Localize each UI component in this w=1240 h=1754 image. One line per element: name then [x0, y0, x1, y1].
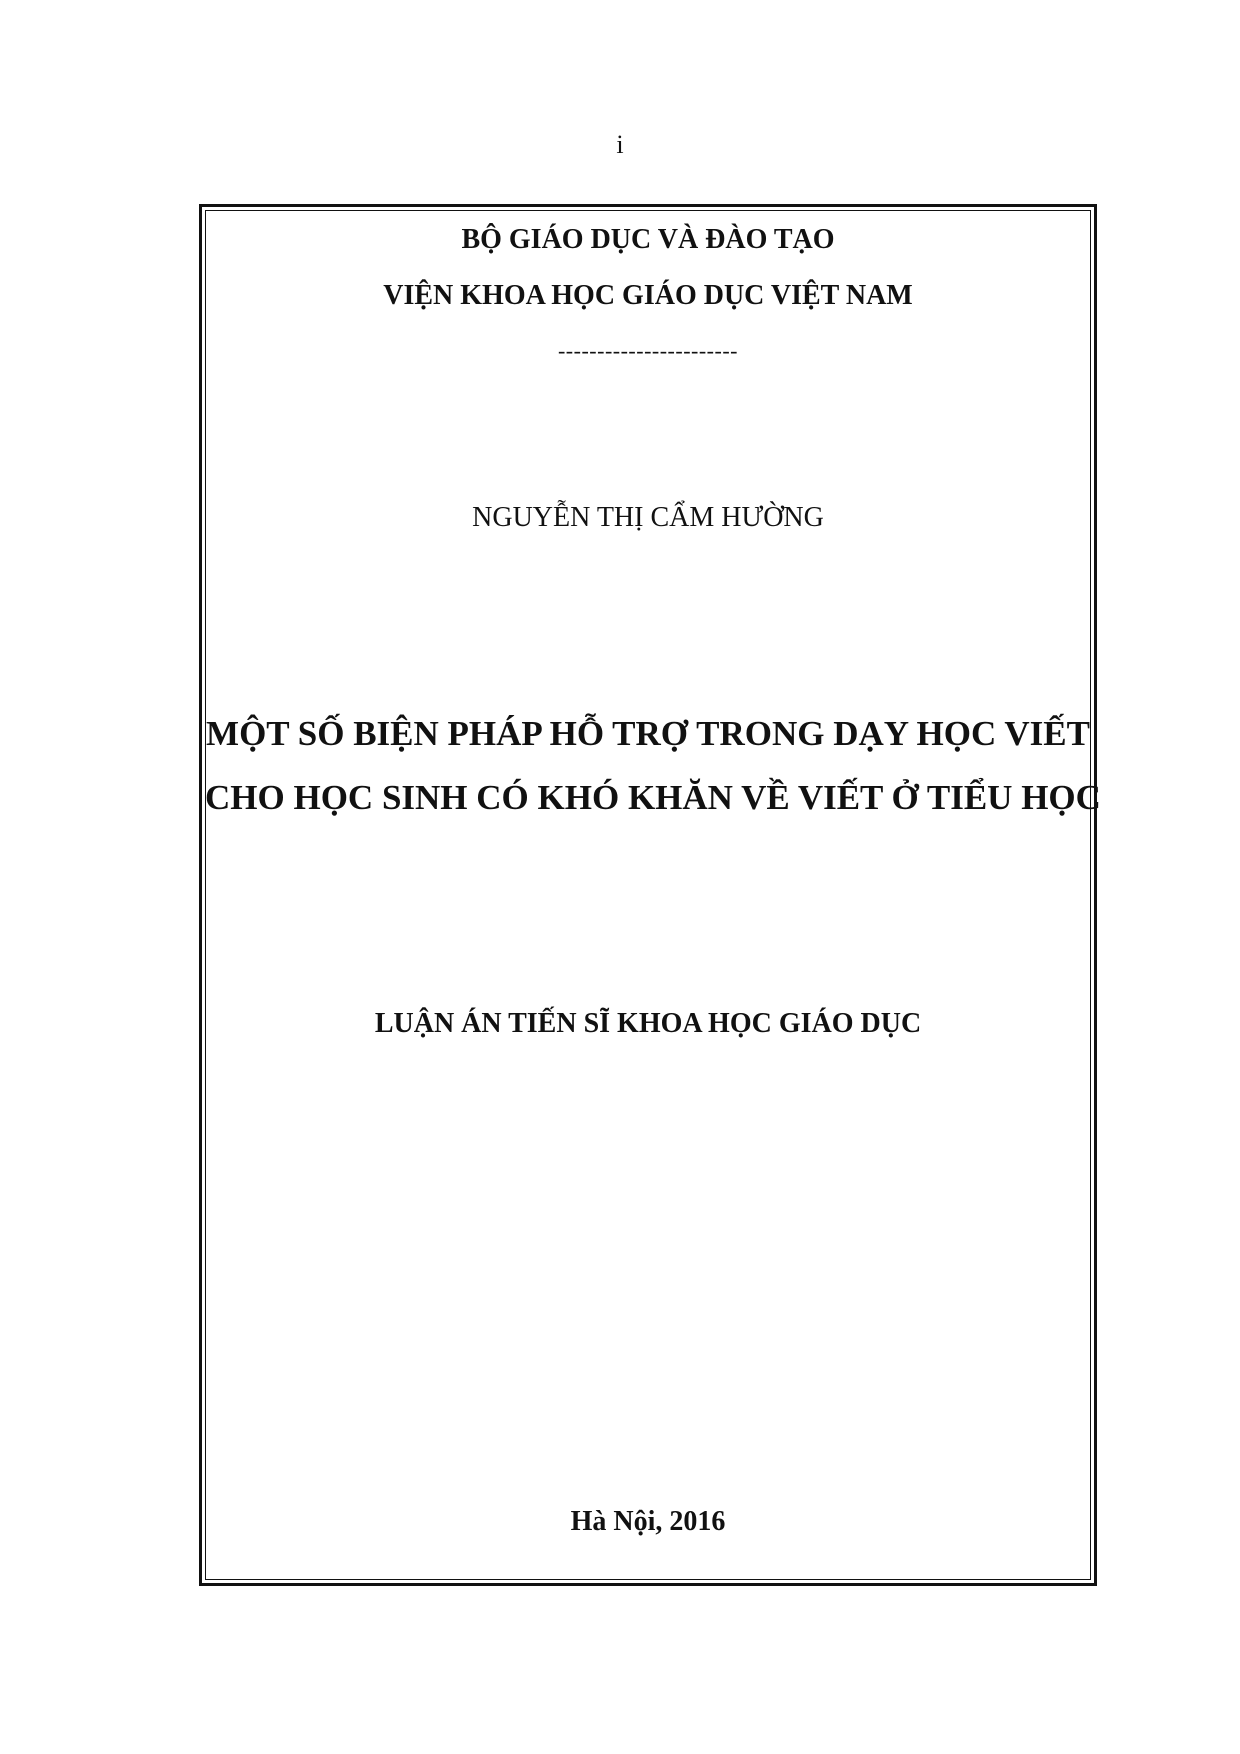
- institute-name: VIỆN KHOA HỌC GIÁO DỤC VIỆT NAM: [383, 280, 913, 311]
- place-and-year: Hà Nội, 2016: [570, 1506, 726, 1537]
- ministry-name: BỘ GIÁO DỤC VÀ ĐÀO TẠO: [461, 224, 835, 255]
- page-number: i: [616, 130, 624, 159]
- cover-inner-border: [205, 210, 1101, 1580]
- thesis-title-line-2: CHO HỌC SINH CÓ KHÓ KHĂN VỀ VIẾT Ở TIỂU HỌC: [205, 778, 1101, 817]
- degree-type: LUẬN ÁN TIẾN SĨ KHOA HỌC GIÁO DỤC: [374, 1008, 922, 1039]
- thesis-title-line-1: MỘT SỐ BIỆN PHÁP HỖ TRỢ TRONG DẠY HỌC VIẾT: [206, 714, 1090, 753]
- author-name: NGUYỄN THỊ CẨM HƯỜNG: [472, 502, 824, 533]
- header-separator: -----------------------: [557, 338, 738, 363]
